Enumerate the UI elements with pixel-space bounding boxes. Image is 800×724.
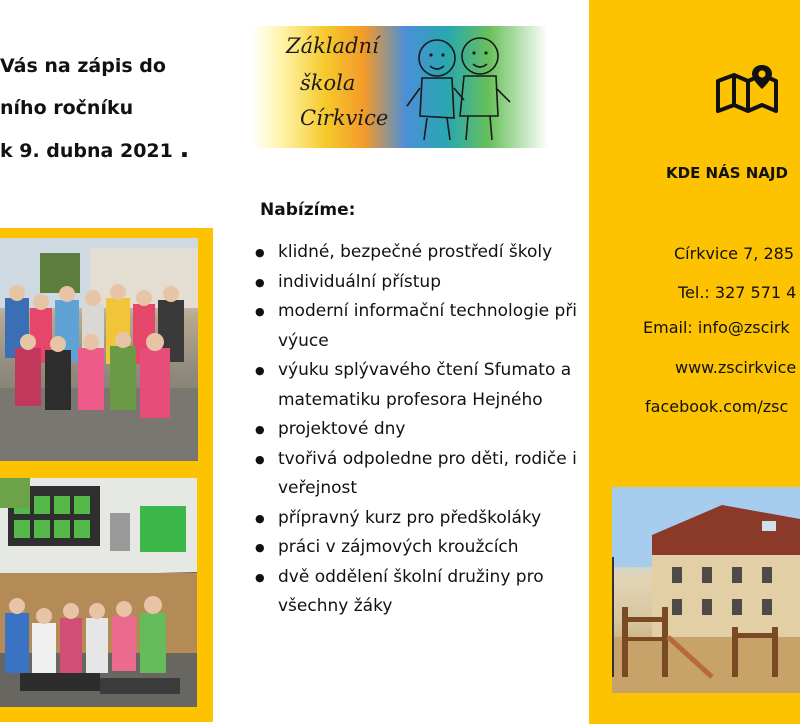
invitation-line-3 [0, 134, 190, 164]
photo-children-outdoor-art [0, 238, 198, 461]
offer-list [255, 238, 590, 622]
contact-address: Církvice 7, 285 [674, 244, 794, 263]
contact-facebook[interactable]: facebook.com/zsc [645, 397, 789, 416]
photo-children-classroom-art [0, 478, 197, 707]
list-item: ● práci v zájmových kroužcích [255, 533, 590, 563]
contact-email[interactable]: Email: info@zscirk [643, 318, 790, 337]
photo-children-outdoor [0, 238, 198, 461]
list-item: ● přípravný kurz pro předškoláky [255, 504, 590, 534]
list-item: ● dvě oddělení školní družiny pro všechny žáky [255, 563, 590, 622]
contact-heading: KDE NÁS NAJD [666, 164, 788, 182]
contact-phone[interactable]: Tel.: 327 571 4 [678, 283, 797, 302]
offer-title: Nabízíme: [260, 200, 356, 220]
invitation-line-2: ního ročníku [0, 97, 134, 119]
logo-line-2: škola [300, 71, 356, 95]
list-item: ● klidné, bezpečné prostředí školy [255, 238, 590, 268]
invitation-mark: . [179, 134, 190, 164]
photo-school-building-art [612, 487, 800, 693]
school-logo [252, 26, 548, 148]
logo-line-1: Základní [286, 34, 379, 58]
map-pin-icon [714, 63, 780, 115]
photo-school-building [612, 487, 800, 693]
photo-children-classroom [0, 478, 197, 707]
logo-line-3: Církvice [300, 106, 389, 130]
list-item: ● moderní informační technologie při výuce [255, 297, 590, 356]
list-item: ● tvořivá odpoledne pro děti, rodiče i veřejnost [255, 445, 590, 504]
list-item: ● individuální přístup [255, 268, 590, 298]
list-item: ● projektové dny [255, 415, 590, 445]
contact-website[interactable]: www.zscirkvice [675, 358, 797, 377]
invitation-date: k 9. dubna 2021 [0, 140, 173, 162]
list-item: ● výuku splývavého čtení Sfumato a matematiku profesora Hejného [255, 356, 590, 415]
invitation-line-1: Vás na zápis do [0, 55, 166, 77]
logo-children-drawing [402, 28, 522, 146]
